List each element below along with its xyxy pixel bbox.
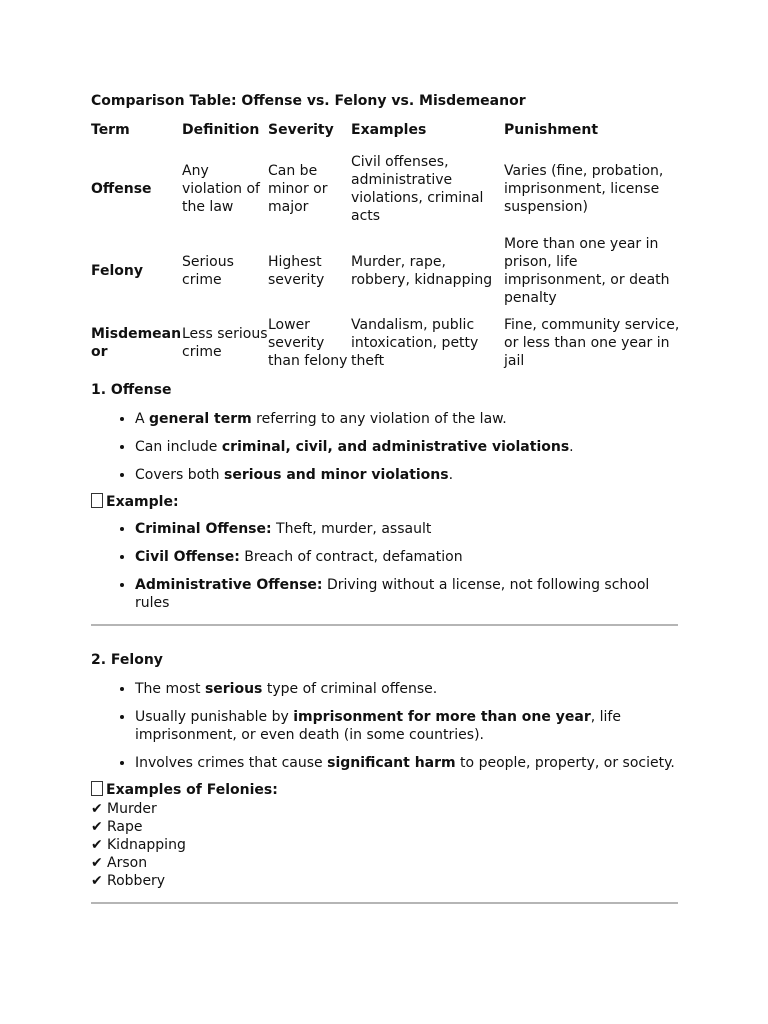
- table-cell-term: Felony: [91, 263, 144, 279]
- table-cell-term: Misdemeanor: [91, 326, 182, 360]
- table-cell: Any violation of the law: [182, 163, 260, 215]
- table-header-row: [91, 120, 681, 148]
- divider: [91, 902, 678, 904]
- table-cell: Vandalism, public intoxication, petty theft: [351, 317, 479, 369]
- section-heading-offense: 1. Offense: [91, 382, 172, 398]
- example-heading: Examples of Felonies:: [91, 780, 678, 800]
- offense-bullet-list: [91, 410, 678, 484]
- table-cell: Fine, community service, or less than one year in jail: [504, 317, 680, 369]
- table-header-cell: Severity: [268, 122, 334, 138]
- table-row: [91, 148, 681, 230]
- list-item: ✔ Rape: [91, 819, 143, 835]
- table-header-cell: Term: [91, 122, 130, 138]
- table-header-cell: Punishment: [504, 122, 599, 138]
- example-heading: Example:: [91, 492, 678, 512]
- list-item: • Usually punishable by imprisonment for more than one year, life imprisonment, or even death (in some countries).: [135, 708, 678, 744]
- list-item: ✔ Kidnapping: [91, 837, 186, 853]
- divider: [91, 624, 678, 626]
- list-item: • Administrative Offense: Driving without a license, not following school rules: [135, 576, 678, 612]
- comparison-table: [91, 120, 681, 374]
- table-header-cell: Definition: [182, 122, 260, 138]
- list-item: • A general term referring to any violation of the law.: [135, 410, 678, 428]
- table-cell: More than one year in prison, life imprisonment, or death penalty: [504, 236, 670, 306]
- list-item: ✔ Robbery: [91, 873, 166, 889]
- table-header-cell: Examples: [351, 122, 427, 138]
- list-item: • Can include criminal, civil, and administrative violations.: [135, 438, 678, 456]
- offense-example-list: [91, 520, 678, 612]
- felony-bullet-list: [91, 680, 678, 772]
- missing-glyph-icon: [91, 781, 103, 796]
- list-item: ✔ Murder: [91, 801, 157, 817]
- check-icon: ✔: [91, 855, 103, 871]
- table-cell: Serious crime: [182, 254, 234, 288]
- table-cell: Murder, rape, robbery, kidnapping: [351, 254, 493, 288]
- table-row: [91, 230, 681, 312]
- list-item: ✔ Arson: [91, 855, 148, 871]
- list-item: • Criminal Offense: Theft, murder, assault: [135, 520, 678, 538]
- check-icon: ✔: [91, 801, 103, 817]
- table-cell: Less serious crime: [182, 326, 268, 360]
- table-cell: Can be minor or major: [268, 163, 328, 215]
- table-cell: Varies (fine, probation, imprisonment, license suspension): [504, 163, 664, 215]
- section-heading-felony: 2. Felony: [91, 652, 163, 668]
- list-item: • Involves crimes that cause significant harm to people, property, or society.: [135, 754, 678, 772]
- missing-glyph-icon: [91, 493, 103, 508]
- table-cell-term: Offense: [91, 181, 152, 197]
- felony-checklist: [91, 800, 678, 890]
- document-body: [91, 91, 678, 904]
- check-icon: ✔: [91, 819, 103, 835]
- table-row: [91, 312, 681, 374]
- check-icon: ✔: [91, 837, 103, 853]
- list-item: • Civil Offense: Breach of contract, defamation: [135, 548, 678, 566]
- table-cell: Highest severity: [268, 254, 325, 288]
- table-cell: Lower severity than felony: [268, 317, 348, 369]
- list-item: • The most serious type of criminal offense.: [135, 680, 678, 698]
- list-item: • Covers both serious and minor violations.: [135, 466, 678, 484]
- check-icon: ✔: [91, 873, 103, 889]
- table-cell: Civil offenses, administrative violations, criminal acts: [351, 154, 484, 224]
- page-title: Comparison Table: Offense vs. Felony vs. Misdemeanor: [91, 93, 526, 109]
